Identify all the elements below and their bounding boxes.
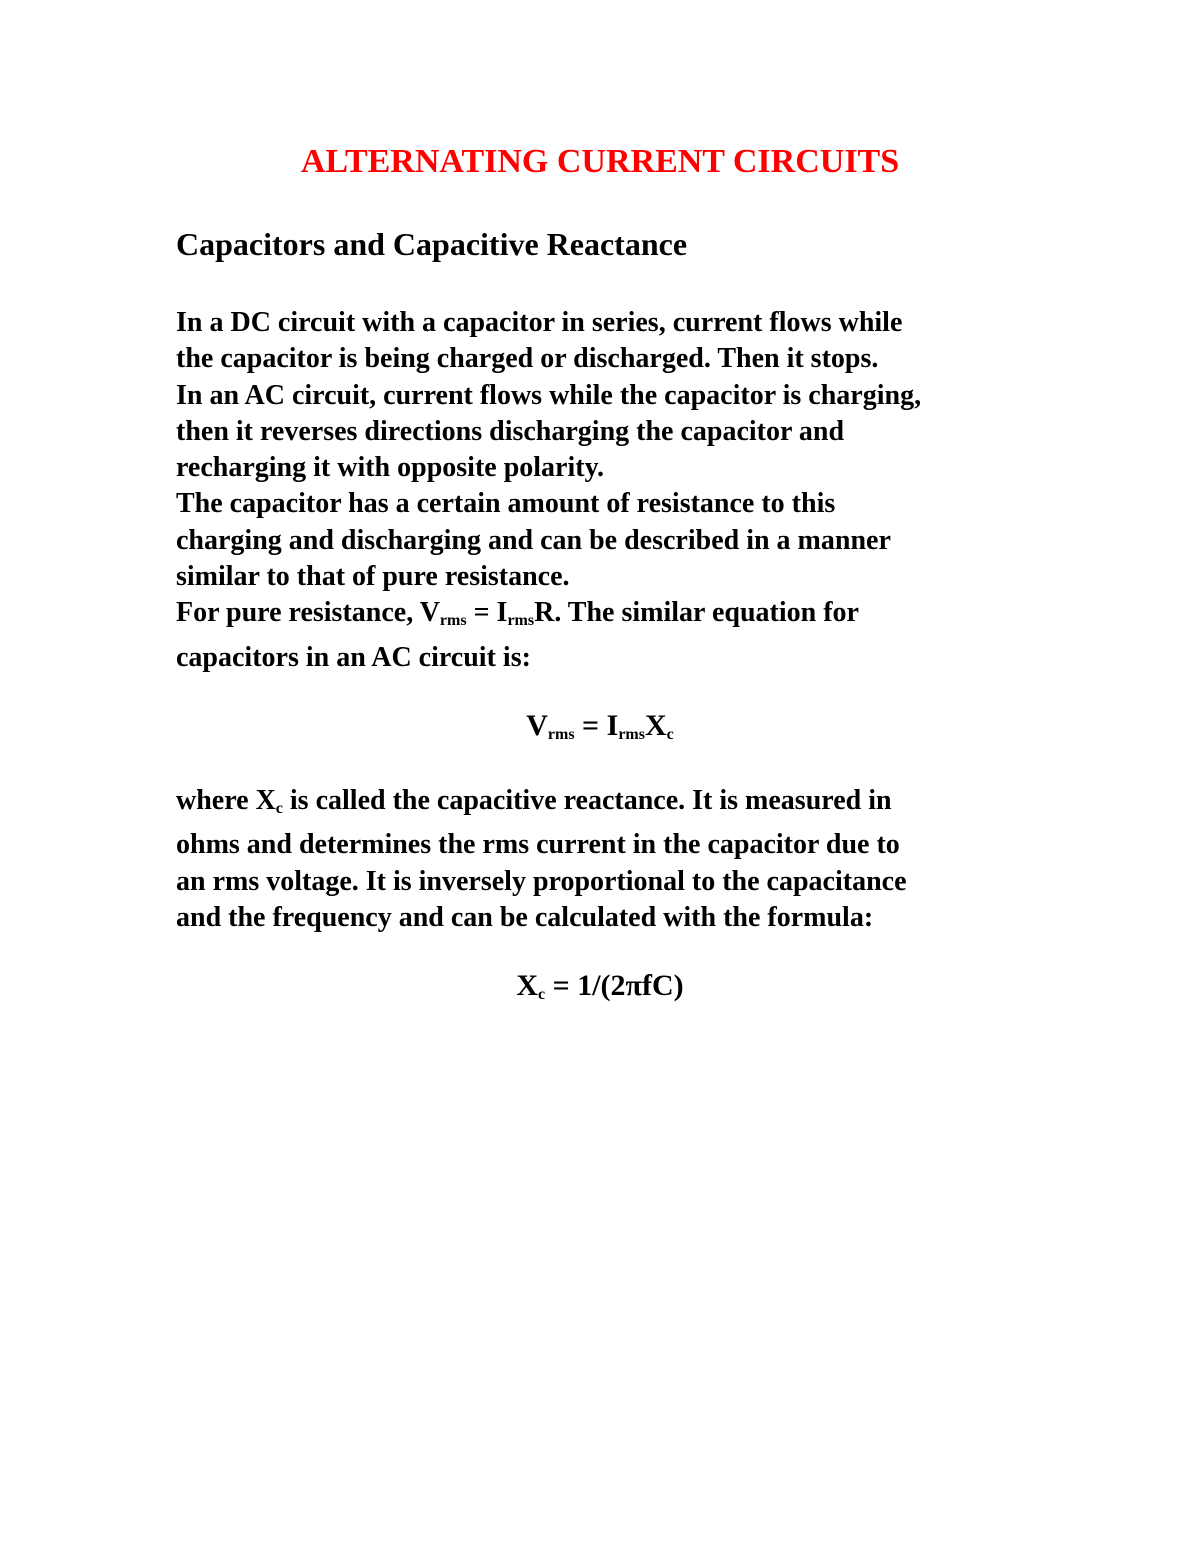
- subscript: rms: [507, 612, 535, 630]
- equation-text: = 1/(2πfC): [545, 969, 684, 1002]
- paragraph-line: then it reverses directions discharging the capacitor and: [176, 415, 845, 447]
- text-run: R. The similar equation for: [534, 597, 859, 629]
- paragraph-line: charging and discharging and can be described in a manner: [176, 524, 891, 556]
- paragraph-line: similar to that of pure resistance.: [176, 561, 570, 593]
- equation-symbol: X: [644, 709, 667, 742]
- section-heading: Capacitors and Capacitive Reactance: [176, 226, 688, 262]
- equation-rms-voltage: [0, 706, 1200, 755]
- equation-text: = I: [574, 709, 619, 742]
- text-run: For pure resistance, V: [176, 597, 440, 629]
- paragraph-line: recharging it with opposite polarity.: [176, 452, 605, 484]
- equation-symbol: X: [516, 969, 539, 1002]
- subscript: rms: [439, 612, 467, 630]
- equation-capacitive-reactance: [0, 966, 1200, 1015]
- paragraph-line: In a DC circuit with a capacitor in series, current flows while: [176, 307, 903, 338]
- pure-resistance-line: [176, 595, 1036, 639]
- subscript: rms: [547, 726, 575, 743]
- reactance-paragraph: [176, 783, 1036, 936]
- where-line: [176, 783, 1036, 827]
- text-run: where X: [176, 785, 276, 816]
- subscript: c: [666, 726, 674, 743]
- paragraph-line: ohms and determines the rms current in the capacitor due to: [176, 829, 900, 861]
- equation-symbol: V: [526, 709, 548, 742]
- capacitor-intro-line: capacitors in an AC circuit is:: [176, 641, 531, 673]
- paragraph-line: The capacitor has a certain amount of resistance to this: [176, 488, 836, 520]
- text-run: is called the capacitive reactance. It is measured in: [282, 785, 892, 816]
- paragraph-line: the capacitor is being charged or discharged. Then it stops.: [176, 343, 879, 375]
- paragraph-line: an rms voltage. It is inversely proportional to the capacitance: [176, 865, 907, 897]
- paragraph-line: In an AC circuit, current flows while the capacitor is charging,: [176, 379, 922, 411]
- paragraph-line: and the frequency and can be calculated with the formula:: [176, 901, 874, 933]
- document-title: ALTERNATING CURRENT CIRCUITS: [300, 143, 900, 180]
- subscript: c: [275, 800, 283, 817]
- subscript: rms: [618, 726, 645, 743]
- intro-paragraph: [176, 305, 1036, 676]
- subscript: c: [538, 986, 546, 1003]
- text-run: = I: [466, 597, 508, 629]
